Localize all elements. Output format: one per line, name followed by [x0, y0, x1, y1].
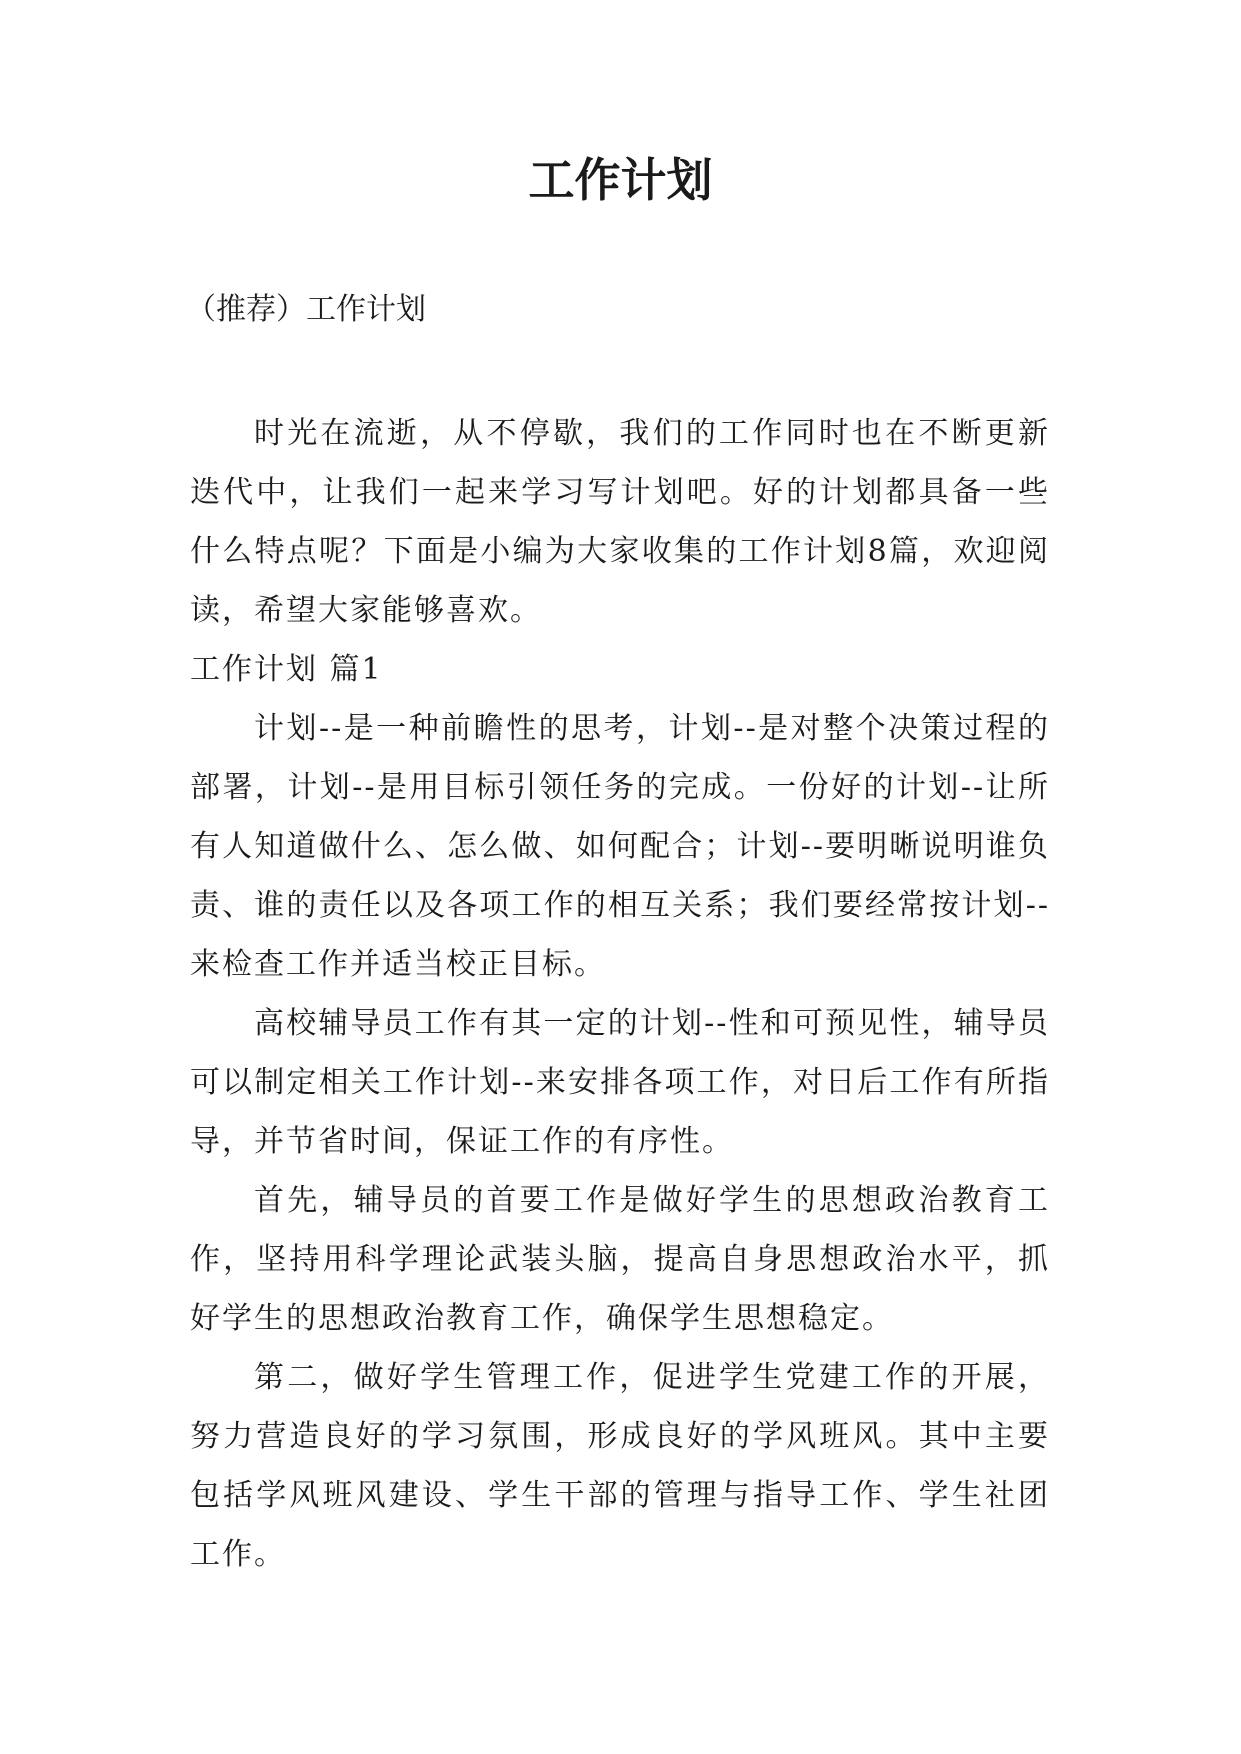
section-heading: 工作计划 篇1 — [190, 652, 383, 687]
body-paragraph-3: 首先，辅导员的首要工作是做好学生的思想政治教育工作，坚持用科学理论武装头脑，提高自身思想政治水平，抓好学生的思想政治教育工作，确保学生思想稳定。 — [190, 1183, 1050, 1336]
document-subtitle: （推荐）工作计划 — [186, 292, 426, 327]
body-paragraph-2: 高校辅导员工作有其一定的计划--性和可预见性，辅导员可以制定相关工作计划--来安排各项工作，对日后工作有所指导，并节省时间，保证工作的有序性。 — [190, 1006, 1050, 1159]
body-paragraph-1: 计划--是一种前瞻性的思考，计划--是对整个决策过程的部署，计划--是用目标引领任务的完成。一份好的计划--让所有人知道做什么、怎么做、如何配合；计划--要明晰说明谁负责、谁的责任以及各项工作的相互关系；我们要经常按计划--来检查工作并适当校正目标。 — [190, 711, 1050, 982]
intro-paragraph: 时光在流逝，从不停歇，我们的工作同时也在不断更新迭代中，让我们一起来学习写计划吧。好的计划都具备一些什么特点呢？下面是小编为大家收集的工作计划8篇，欢迎阅读，希望大家能够喜欢。 — [190, 416, 1050, 628]
document-title: 工作计划 — [528, 153, 713, 207]
document-body — [190, 404, 1050, 1584]
body-paragraph-4: 第二，做好学生管理工作，促进学生党建工作的开展，努力营造良好的学习氛围，形成良好的学风班风。其中主要包括学风班风建设、学生干部的管理与指导工作、学生社团工作。 — [190, 1360, 1050, 1572]
